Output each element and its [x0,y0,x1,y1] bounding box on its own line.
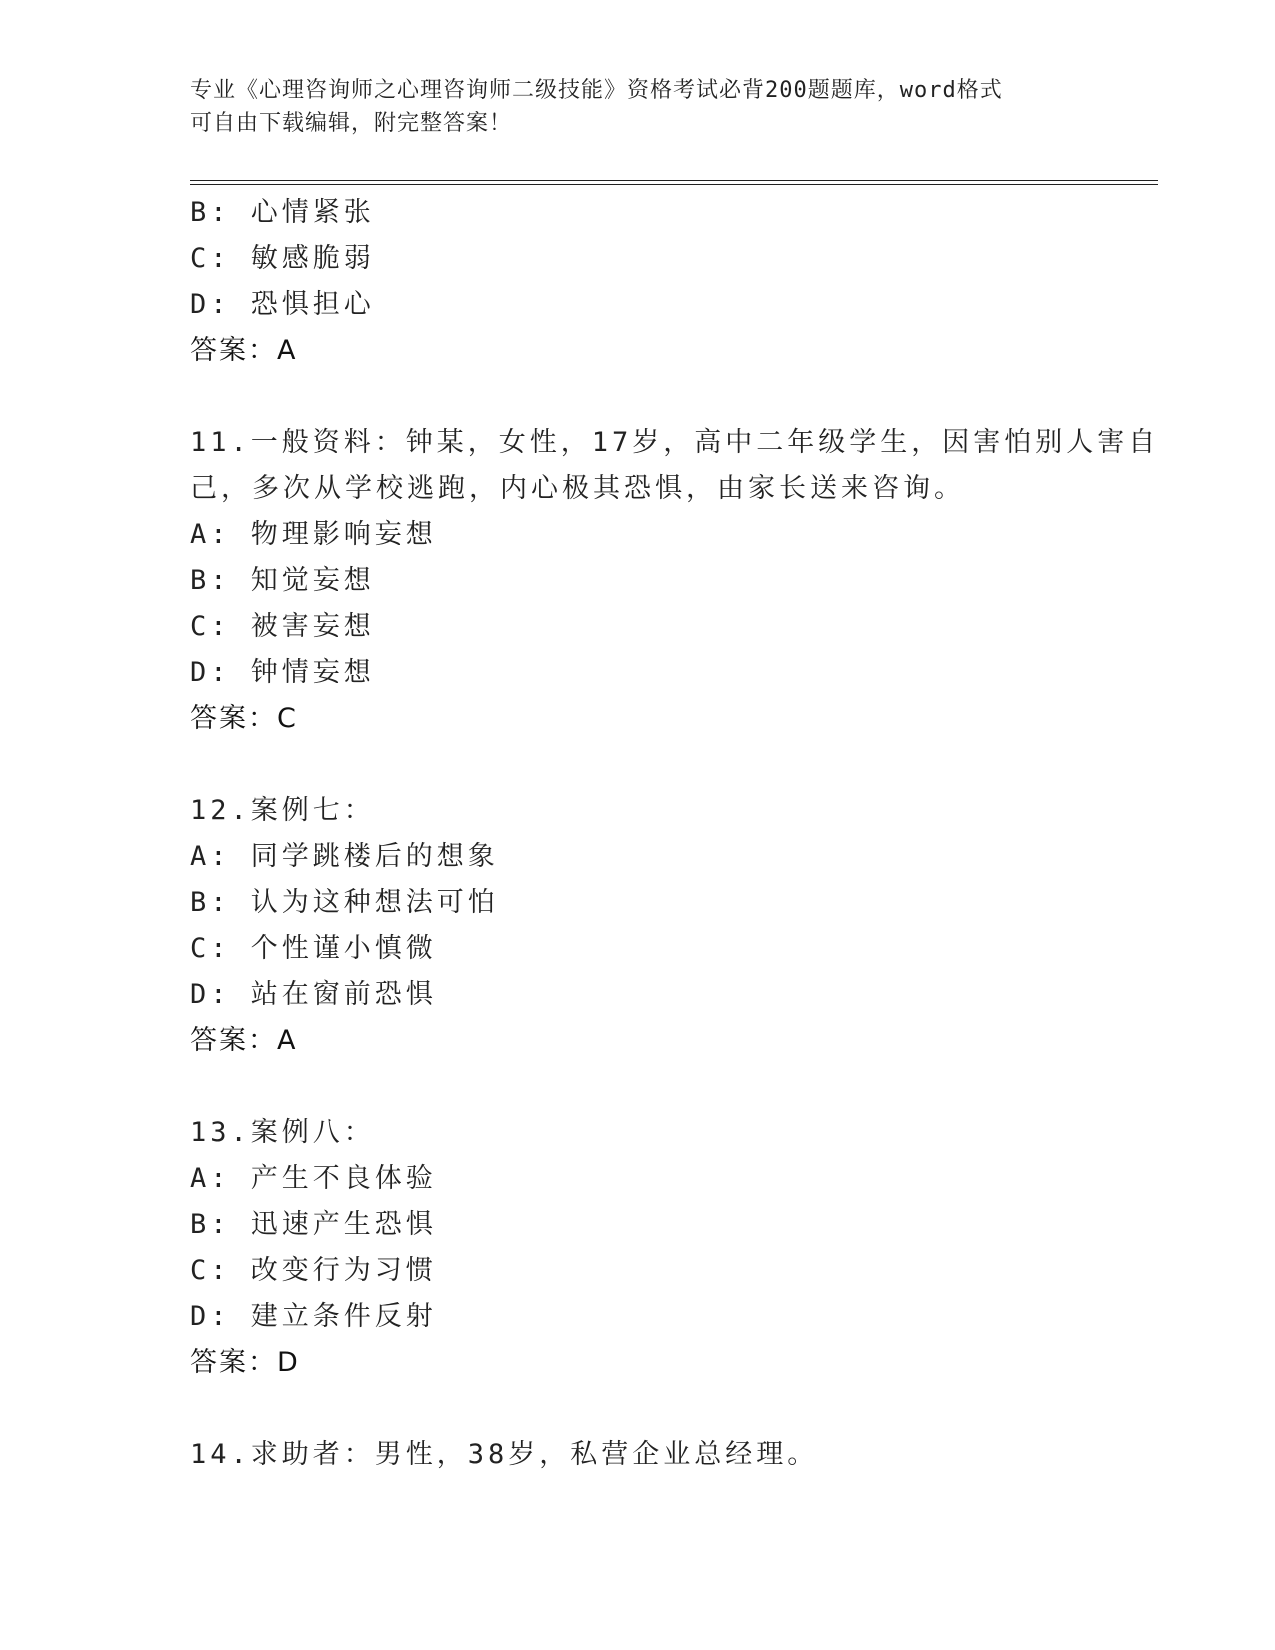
header-title-line-2: 可自由下载编辑，附完整答案！ [190,111,513,136]
question-11 [190,420,1160,742]
option-d: D: 建立条件反射 [190,1301,437,1332]
option-d: D: 恐惧担心 [190,289,375,320]
option-c: C: 被害妄想 [190,611,375,642]
question-stem: 13.案例八： [190,1117,375,1148]
question-14 [190,1432,1090,1478]
answer-line: 答案：D [190,1347,300,1378]
option-b: B: 知觉妄想 [190,565,375,596]
document-header [190,74,1090,140]
option-a: A: 产生不良体验 [190,1163,437,1194]
question-12 [190,788,1090,1064]
option-a: A: 物理影响妄想 [190,519,437,550]
option-b: B: 迅速产生恐惧 [190,1209,437,1240]
question-stem: 14.求助者：男性，38岁，私营企业总经理。 [190,1439,819,1470]
answer-line: 答案：A [190,1025,298,1056]
question-spacer [190,1064,1090,1110]
answer-line: 答案：C [190,703,298,734]
option-d: D: 站在窗前恐惧 [190,979,437,1010]
question-stem: 12.案例七： [190,795,375,826]
header-divider-bottom [190,184,1158,185]
answer-line: 答案：A [190,335,298,366]
question-13 [190,1110,1090,1386]
question-spacer [190,1386,1090,1432]
option-b: B: 心情紧张 [190,197,375,228]
question-10 [190,190,1090,374]
option-c: C: 敏感脆弱 [190,243,375,274]
header-divider-top [190,180,1158,181]
question-list [190,190,1160,1478]
option-a: A: 同学跳楼后的想象 [190,841,499,872]
question-stem-line-2: 己，多次从学校逃跑，内心极其恐惧，由家长送来咨询。 [190,473,965,504]
option-c: C: 个性谨小慎微 [190,933,437,964]
question-spacer [190,742,1090,788]
option-b: B: 认为这种想法可怕 [190,887,499,918]
option-c: C: 改变行为习惯 [190,1255,437,1286]
question-stem-line-1: 11.一般资料：钟某，女性，17岁，高中二年级学生，因害怕别人害自 [190,427,1160,458]
option-d: D: 钟情妄想 [190,657,375,688]
question-spacer [190,374,1090,420]
header-title-line-1: 专业《心理咨询师之心理咨询师二级技能》资格考试必背200题题库，word格式 [190,78,1003,103]
